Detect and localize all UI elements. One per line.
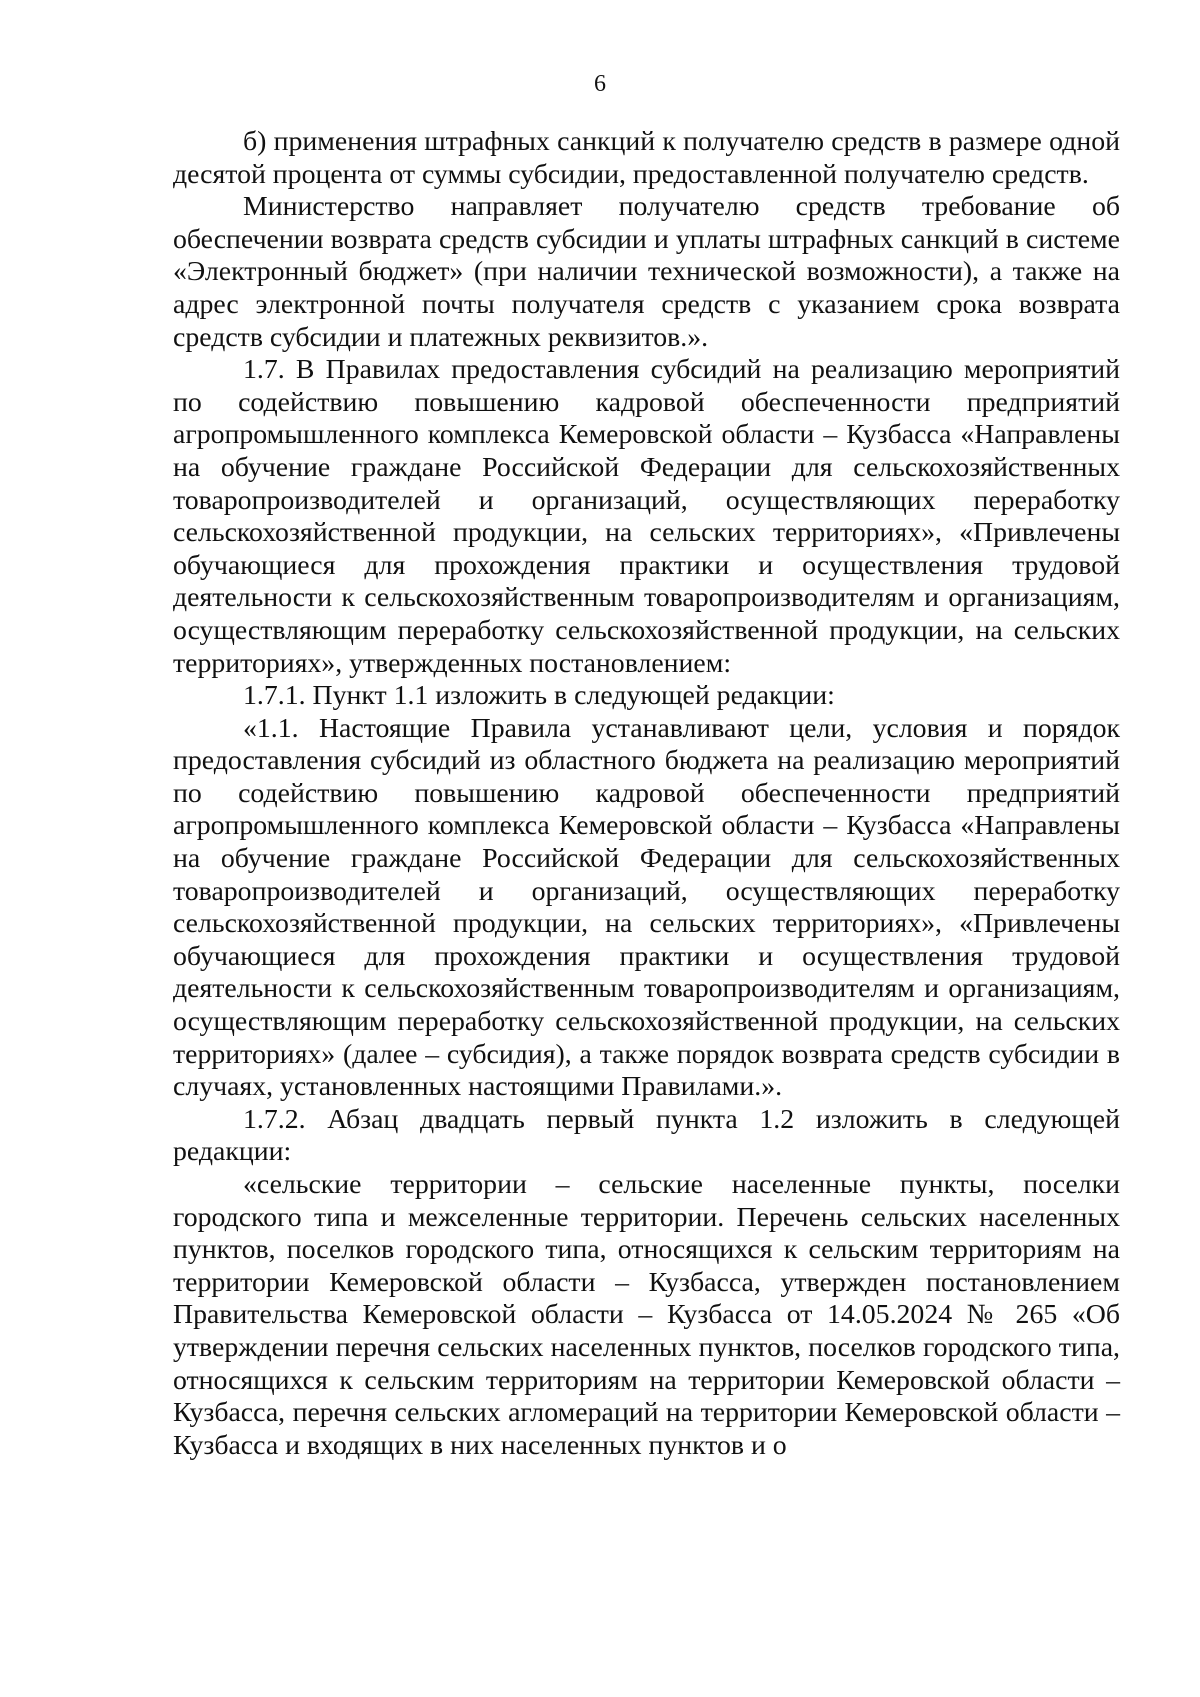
paragraph-penalty-sanctions: б) применения штрафных санкций к получателю средств в размере одной десятой процента от суммы субсидии, предоставленной получателю средств.: [173, 126, 1120, 190]
paragraph-ministry-requirement: Министерство направляет получателю средств требование об обеспечении возврата средств субсидии и уплаты штрафных санкций в системе «Электронный бюджет» (при наличии технической возможности), а также на адрес электронной почты получателя средств с указанием срока возврата средств субсидии и платежных реквизитов.».: [173, 191, 1120, 353]
document-body: [173, 126, 1120, 1462]
paragraph-rural-territories: «сельские территории – сельские населенные пункты, поселки городского типа и межселенные территории. Перечень сельских населенных пунктов, поселков городского типа, относящихся к сельским территориям на территории Кемеровской области – Кузбасса, утвержден постановлением Правительства Кемеровской области – Кузбасса от 14.05.2024 № 265 «Об утверждении перечня сельских населенных пунктов, поселков городского типа, относящихся к сельским территориям на территории Кемеровской области – Кузбасса, перечня сельских агломераций на территории Кемеровской области – Кузбасса и входящих в них населенных пунктов и о: [173, 1169, 1120, 1461]
paragraph-1-7-2: 1.7.2. Абзац двадцать первый пункта 1.2 изложить в следующей редакции:: [173, 1103, 1120, 1168]
paragraph-1-7: 1.7. В Правилах предоставления субсидий на реализацию мероприятий по содействию повышению кадровой обеспеченности предприятий агропромышленного комплекса Кемеровской области – Кузбасса «Направлены на обучение граждане Российской Федерации для сельскохозяйственных товаропроизводителей и организаций, осуществляющих переработку сельскохозяйственной продукции, на сельских территориях», «Привлечены обучающиеся для прохождения практики и осуществления трудовой деятельности к сельскохозяйственным товаропроизводителям и организациям, осуществляющим переработку сельскохозяйственной продукции, на сельских территориях», утвержденных постановлением:: [173, 354, 1120, 679]
paragraph-1-7-1: 1.7.1. Пункт 1.1 изложить в следующей редакции:: [243, 680, 835, 712]
paragraph-1-1-new-edition: «1.1. Настоящие Правила устанавливают цели, условия и порядок предоставления субсидий из областного бюджета на реализацию мероприятий по содействию повышению кадровой обеспеченности предприятий агропромышленного комплекса Кемеровской области – Кузбасса «Направлены на обучение граждане Российской Федерации для сельскохозяйственных товаропроизводителей и организаций, осуществляющих переработку сельскохозяйственной продукции, на сельских территориях», «Привлечены обучающиеся для прохождения практики и осуществления трудовой деятельности к сельскохозяйственным товаропроизводителям и организациям, осуществляющим переработку сельскохозяйственной продукции, на сельских территориях» (далее – субсидия), а также порядок возврата средств субсидии в случаях, установленных настоящими Правилами.».: [173, 712, 1120, 1103]
page-number: 6: [594, 71, 606, 97]
